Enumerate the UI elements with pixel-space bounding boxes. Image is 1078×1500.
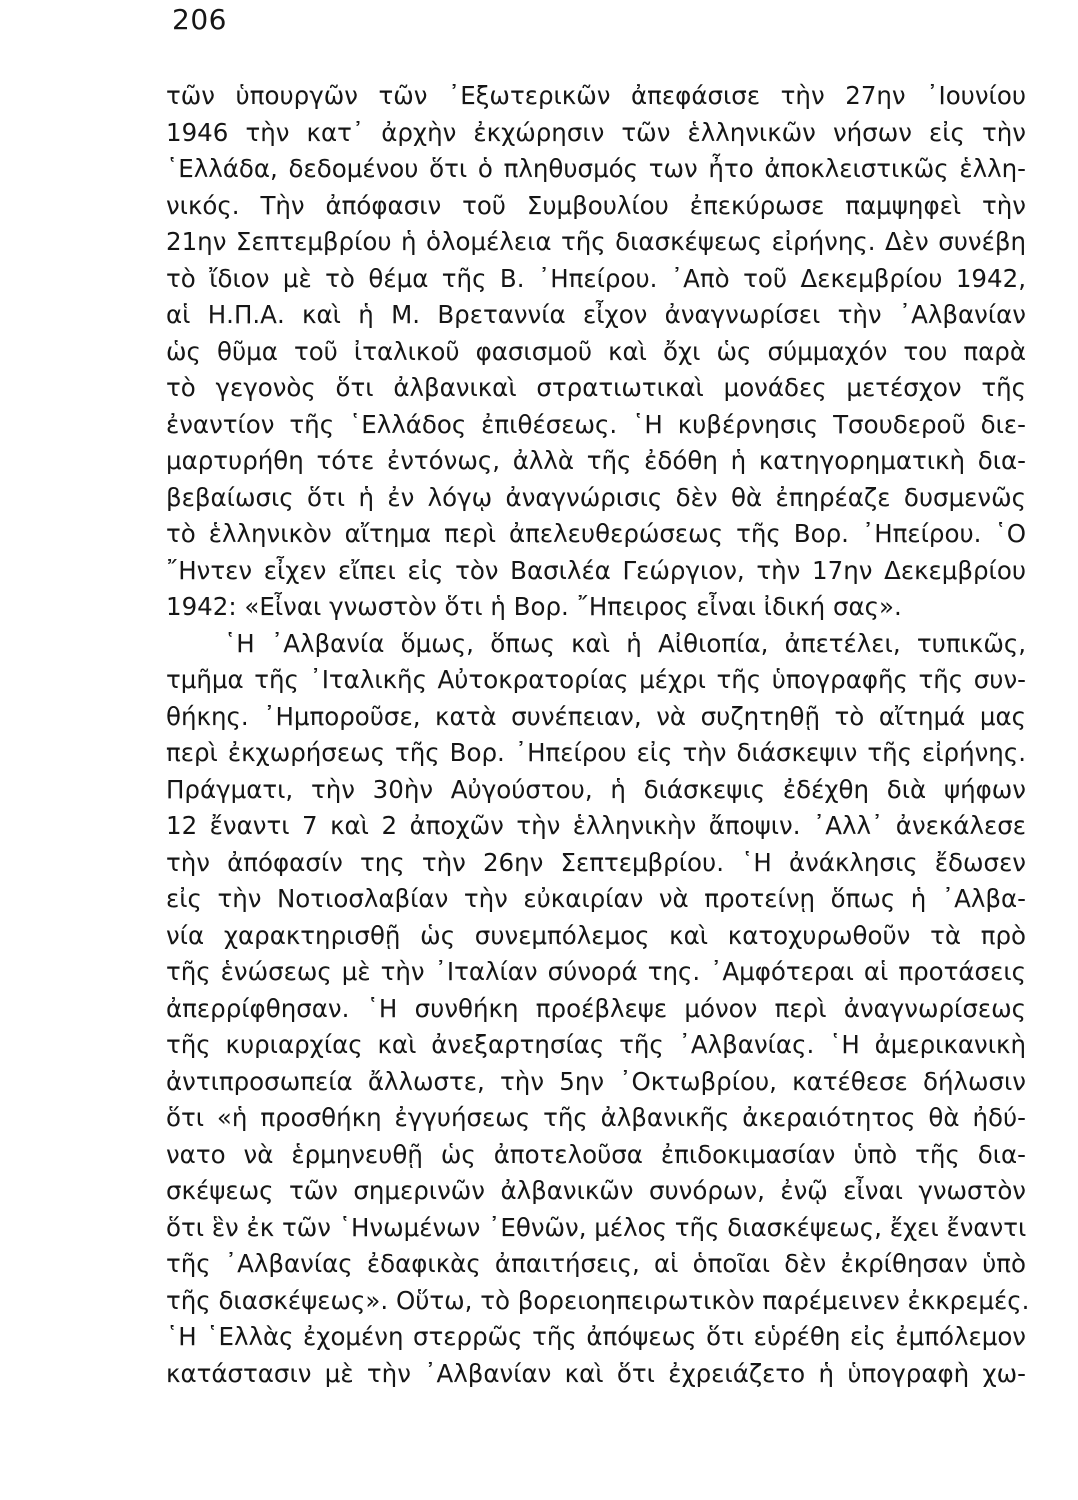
text-line: τμῆμα τῆς ᾿Ιταλικῆς Αὐτοκρατορίας μέχρι τῆς ὑπογραφῆς τῆς συν- <box>166 665 1026 694</box>
text-line: θήκης. ᾿Ημποροῦσε, κατὰ συνέπειαν, νὰ συζητηθῇ τὸ αἴτημά μας <box>166 701 1026 731</box>
text-line: τὸ γεγονὸς ὅτι ἀλβανικαὶ στρατιωτικαὶ μονάδες μετέσχον τῆς <box>166 373 1026 402</box>
text-line: Πράγματι, τὴν 30ὴν Αὐγούστου, ἡ διάσκεψις ἐδέχθη διὰ ψήφων <box>166 774 1026 804</box>
text-line: τὴν ἀπόφασίν της τὴν 26ην Σεπτεμβρίου. ῾Η ἀνάκλησις ἔδωσεν <box>166 847 1026 877</box>
text-line: τῶν ὑπουργῶν τῶν ᾿Εξωτερικῶν ἀπεφάσισε τὴν 27ην ᾿Ιουνίου <box>166 81 1026 110</box>
text-line: ῾Ελλάδα, δεδομένου ὅτι ὁ πληθυσμός των ἦτο ἀποκλειστικῶς ἑλλη- <box>166 154 1026 183</box>
page-number: 206 <box>172 3 227 36</box>
text-line: εἰς τὴν Νοτιοσλαβίαν τὴν εὐκαιρίαν νὰ προτείνῃ ὅπως ἡ ᾿Αλβα- <box>166 884 1026 913</box>
text-line: ὅτι «ἡ προσθήκη ἐγγυήσεως τῆς ἀλβανικῆς ἀκεραιότητος θὰ ἠδύ- <box>166 1103 1026 1132</box>
text-line: νατο νὰ ἑρμηνευθῇ ὡς ἀποτελοῦσα ἐπιδοκιμασίαν ὑπὸ τῆς δια- <box>166 1139 1026 1169</box>
text-line: 21ην Σεπτεμβρίου ἡ ὁλομέλεια τῆς διασκέψεως εἰρήνης. Δὲν συνέβη <box>166 227 1026 256</box>
text-line: τὸ ἴδιον μὲ τὸ θέμα τῆς Β. ᾿Ηπείρου. ᾿Απὸ τοῦ Δεκεμβρίου 1942, <box>166 263 1026 293</box>
text-line: ἀντιπροσωπεία ἄλλωστε, τὴν 5ην ᾿Οκτωβρίου, κατέθεσε δήλωσιν <box>166 1066 1026 1096</box>
text-line: αἱ Η.Π.Α. καὶ ἡ Μ. Βρεταννία εἶχον ἀναγνωρίσει τὴν ᾿Αλβανίαν <box>166 300 1026 329</box>
text-line: τὸ ἑλληνικὸν αἴτημα περὶ ἀπελευθερώσεως τῆς Βορ. ᾿Ηπείρου. ῾Ο <box>166 519 1026 548</box>
text-line: τῆς ᾿Αλβανίας ἐδαφικὰς ἀπαιτήσεις, αἱ ὁποῖαι δὲν ἐκρίθησαν ὑπὸ <box>166 1249 1026 1278</box>
text-line: ῎Ηντεν εἶχεν εἴπει εἰς τὸν Βασιλέα Γεώργιον, τὴν 17ην Δεκεμβρίου <box>166 555 1026 585</box>
text-line: ῾Η ῾Ελλὰς ἐχομένη στερρῶς τῆς ἀπόψεως ὅτι εὑρέθη εἰς ἐμπόλεμον <box>166 1322 1026 1351</box>
text-line: περὶ ἐκχωρήσεως τῆς Βορ. ᾿Ηπείρου εἰς τὴν διάσκεψιν τῆς εἰρήνης. <box>166 738 1026 767</box>
text-line: τῆς κυριαρχίας καὶ ἀνεξαρτησίας τῆς ᾿Αλβανίας. ῾Η ἀμερικανικὴ <box>166 1030 1026 1059</box>
text-line: τῆς ἑνώσεως μὲ τὴν ᾿Ιταλίαν σύνορά της. ᾿Αμφότεραι αἱ προτάσεις <box>166 957 1026 986</box>
text-line: μαρτυρήθη τότε ἐντόνως, ἀλλὰ τῆς ἐδόθη ἡ κατηγορηματικὴ δια- <box>166 446 1026 475</box>
text-line: ῾Η ᾿Αλβανία ὅμως, ὅπως καὶ ἡ Αἰθιοπία, ἀπετέλει, τυπικῶς, <box>224 628 1026 658</box>
text-line: νία χαρακτηρισθῇ ὡς συνεμπόλεμος καὶ κατοχυρωθοῦν τὰ πρὸ <box>166 920 1026 950</box>
text-line: τῆς διασκέψεως». Οὕτω, τὸ βορειοηπειρωτικὸν παρέμεινεν ἐκκρεμές. <box>166 1285 1030 1315</box>
text-line: 1946 τὴν κατ᾿ ἀρχὴν ἐκχώρησιν τῶν ἑλληνικῶν νήσων εἰς τὴν <box>166 117 1026 147</box>
text-line: βεβαίωσις ὅτι ἡ ἐν λόγῳ ἀναγνώρισις δὲν θὰ ἐπηρέαζε δυσμενῶς <box>166 482 1026 512</box>
text-line: νικός. Τὴν ἀπόφασιν τοῦ Συμβουλίου ἐπεκύρωσε παμψηφεὶ τὴν <box>166 190 1026 220</box>
text-line: ἀπερρίφθησαν. ῾Η συνθήκη προέβλεψε μόνον περὶ ἀναγνωρίσεως <box>166 993 1026 1023</box>
text-line: ὡς θῦμα τοῦ ἰταλικοῦ φασισμοῦ καὶ ὄχι ὡς σύμμαχόν του παρὰ <box>166 336 1026 366</box>
text-line: σκέψεως τῶν σημερινῶν ἀλβανικῶν συνόρων, ἐνῷ εἶναι γνωστὸν <box>166 1176 1026 1205</box>
body-text <box>166 78 1030 1392</box>
text-line: κατάστασιν μὲ τὴν ᾿Αλβανίαν καὶ ὅτι ἐχρειάζετο ἡ ὑπογραφὴ χω- <box>166 1358 1026 1388</box>
text-line: ἐναντίον τῆς ῾Ελλάδος ἐπιθέσεως. ῾Η κυβέρνησις Τσουδεροῦ διε- <box>166 409 1026 439</box>
text-line: 1942: «Εἶναι γνωστὸν ὅτι ἡ Βορ. ῎Ηπειρος εἶναι ἰδική σας». <box>166 592 902 621</box>
text-line: 12 ἔναντι 7 καὶ 2 ἀποχῶν τὴν ἑλληνικὴν ἄποψιν. ᾿Αλλ᾿ ἀνεκάλεσε <box>166 811 1026 840</box>
text-line: ὅτι ἓν ἐκ τῶν ῾Ηνωμένων ᾿Εθνῶν, μέλος τῆς διασκέψεως, ἔχει ἔναντι <box>166 1212 1027 1242</box>
